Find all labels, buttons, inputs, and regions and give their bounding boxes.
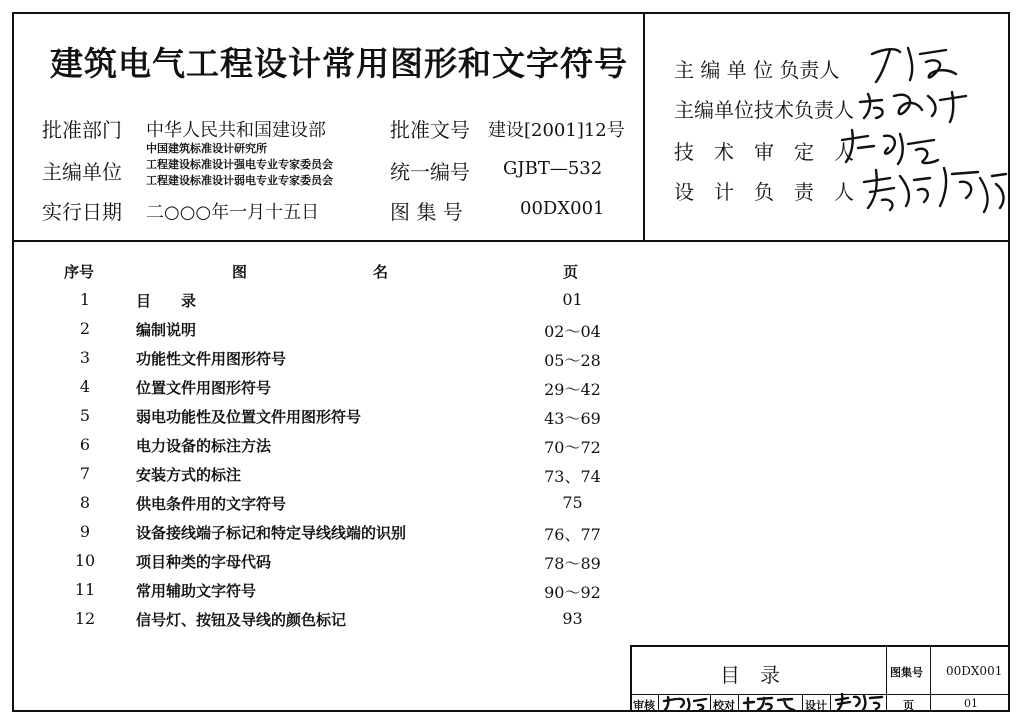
editor-unit-line-2: 工程建设标准设计强电专业专家委员会 [146, 158, 333, 171]
toc-row-name: 项目种类的字母代码 [136, 553, 272, 571]
atlas-no-value: 00DX001 [520, 198, 605, 219]
toc-row [0, 319, 640, 348]
toc-row [0, 290, 640, 319]
chief-unit-tech-head-label: 主编单位技术负责人 [674, 98, 854, 122]
effective-date-value: 二○○○年一月十五日 [146, 202, 320, 223]
toc-col-no: 序号 [64, 263, 95, 281]
toc-row-no: 8 [79, 493, 91, 512]
toc-row-name: 信号灯、按钮及导线的颜色标记 [136, 611, 347, 629]
toc-row-page: 75 [562, 493, 583, 512]
header-divider-vertical [643, 12, 645, 242]
title-block-page-value: 01 [964, 697, 978, 710]
title-block-cell-line-2 [710, 694, 711, 712]
title-block-design-signature [834, 692, 884, 716]
toc-row [0, 551, 640, 580]
toc-row-no: 4 [79, 377, 91, 396]
document-title: 建筑电气工程设计常用图形和文字符号 [50, 44, 628, 83]
toc-row-page: 90～92 [544, 583, 601, 602]
title-block-left-line [630, 645, 632, 712]
toc-row-no: 2 [79, 319, 91, 338]
toc-row-no: 11 [74, 580, 96, 599]
title-block-atlas-label: 图集号 [890, 666, 923, 679]
title-block-atlas-value: 00DX001 [946, 664, 1003, 678]
title-block-review-label: 审核 [633, 699, 655, 712]
toc-row-page: 70～72 [544, 438, 601, 457]
title-block-divider-1 [886, 645, 887, 712]
design-lead-label: 设 计 负 责 人 [674, 180, 854, 204]
approval-dept-value: 中华人民共和国建设部 [146, 120, 326, 141]
toc-row-name: 常用辅助文字符号 [136, 582, 257, 600]
title-block-cell-line-1 [658, 694, 659, 712]
title-block-review-signature [662, 695, 708, 716]
toc-row-page: 93 [562, 609, 583, 628]
toc-row-page: 43～69 [544, 409, 601, 428]
editor-unit-line-3: 工程建设标准设计弱电专业专家委员会 [146, 174, 333, 187]
unified-no-value: GJBT—532 [503, 158, 603, 179]
toc-row-no: 5 [79, 406, 91, 425]
editor-unit-line-1: 中国建筑标准设计研究所 [146, 142, 267, 155]
title-block-cell-line-5 [830, 694, 831, 712]
toc-row-page: 29～42 [544, 380, 601, 399]
toc-row-name: 编制说明 [136, 321, 197, 339]
chief-unit-head-label: 主 编 单 位 负责人 [674, 58, 840, 82]
toc-row-no: 10 [74, 551, 96, 570]
title-block-top-line [630, 645, 1010, 647]
toc-col-name-2: 名 [373, 263, 389, 281]
title-block-cell-line-4 [802, 694, 803, 712]
toc-row-name: 弱电功能性及位置文件用图形符号 [136, 408, 362, 426]
unified-no-label: 统一编号 [390, 160, 470, 184]
toc-row-page: 76、77 [544, 525, 601, 544]
toc-row-page: 05～28 [544, 351, 601, 370]
toc-row-no: 9 [79, 522, 91, 541]
toc-row [0, 406, 640, 435]
effective-date-label: 实行日期 [42, 200, 122, 224]
toc-col-page: 页 [563, 263, 579, 281]
atlas-no-label: 图 集 号 [390, 200, 463, 224]
toc-row-name: 电力设备的标注方法 [136, 437, 272, 455]
tech-reviewer-label: 技 术 审 定 人 [674, 140, 854, 164]
toc-row [0, 609, 640, 638]
toc-row-name: 目 录 [136, 292, 197, 310]
toc-row [0, 464, 640, 493]
toc-row [0, 377, 640, 406]
title-block-title: 目录 [720, 663, 800, 687]
toc-row-name: 位置文件用图形符号 [136, 379, 272, 397]
toc-row [0, 493, 640, 522]
title-block-divider-2 [930, 645, 931, 712]
toc-row-page: 02～04 [544, 322, 601, 341]
approval-doc-value: 建设[2001]12号 [488, 120, 625, 141]
toc-row [0, 348, 640, 377]
toc-row-page: 78～89 [544, 554, 601, 573]
toc-row-page: 01 [562, 290, 583, 309]
toc-row-no: 12 [74, 609, 96, 628]
approval-dept-label: 批准部门 [42, 118, 122, 142]
signature-2 [856, 82, 974, 130]
signature-4 [860, 160, 1010, 224]
toc-row-no: 7 [79, 464, 91, 483]
toc-row-page: 73、74 [544, 467, 601, 486]
toc-row [0, 580, 640, 609]
toc-row-name: 功能性文件用图形符号 [136, 350, 287, 368]
toc-row-no: 6 [79, 435, 91, 454]
title-block-check-signature [742, 695, 800, 716]
toc-row-name: 安装方式的标注 [136, 466, 242, 484]
toc-row-no: 1 [79, 290, 91, 309]
toc-row-no: 3 [79, 348, 91, 367]
title-block-cell-line-3 [738, 694, 739, 712]
title-block-check-label: 校对 [713, 699, 735, 712]
header-bottom-line [12, 240, 1010, 242]
title-block-design-label: 设计 [805, 699, 827, 712]
title-block-page-label: 页 [903, 699, 914, 712]
editor-unit-label: 主编单位 [42, 160, 122, 184]
toc-row-name: 供电条件用的文字符号 [136, 495, 287, 513]
approval-doc-label: 批准文号 [390, 118, 470, 142]
toc-row [0, 522, 640, 551]
toc-col-name-1: 图 [232, 263, 248, 281]
toc-row-name: 设备接线端子标记和特定导线线端的识别 [136, 524, 407, 542]
toc-row [0, 435, 640, 464]
